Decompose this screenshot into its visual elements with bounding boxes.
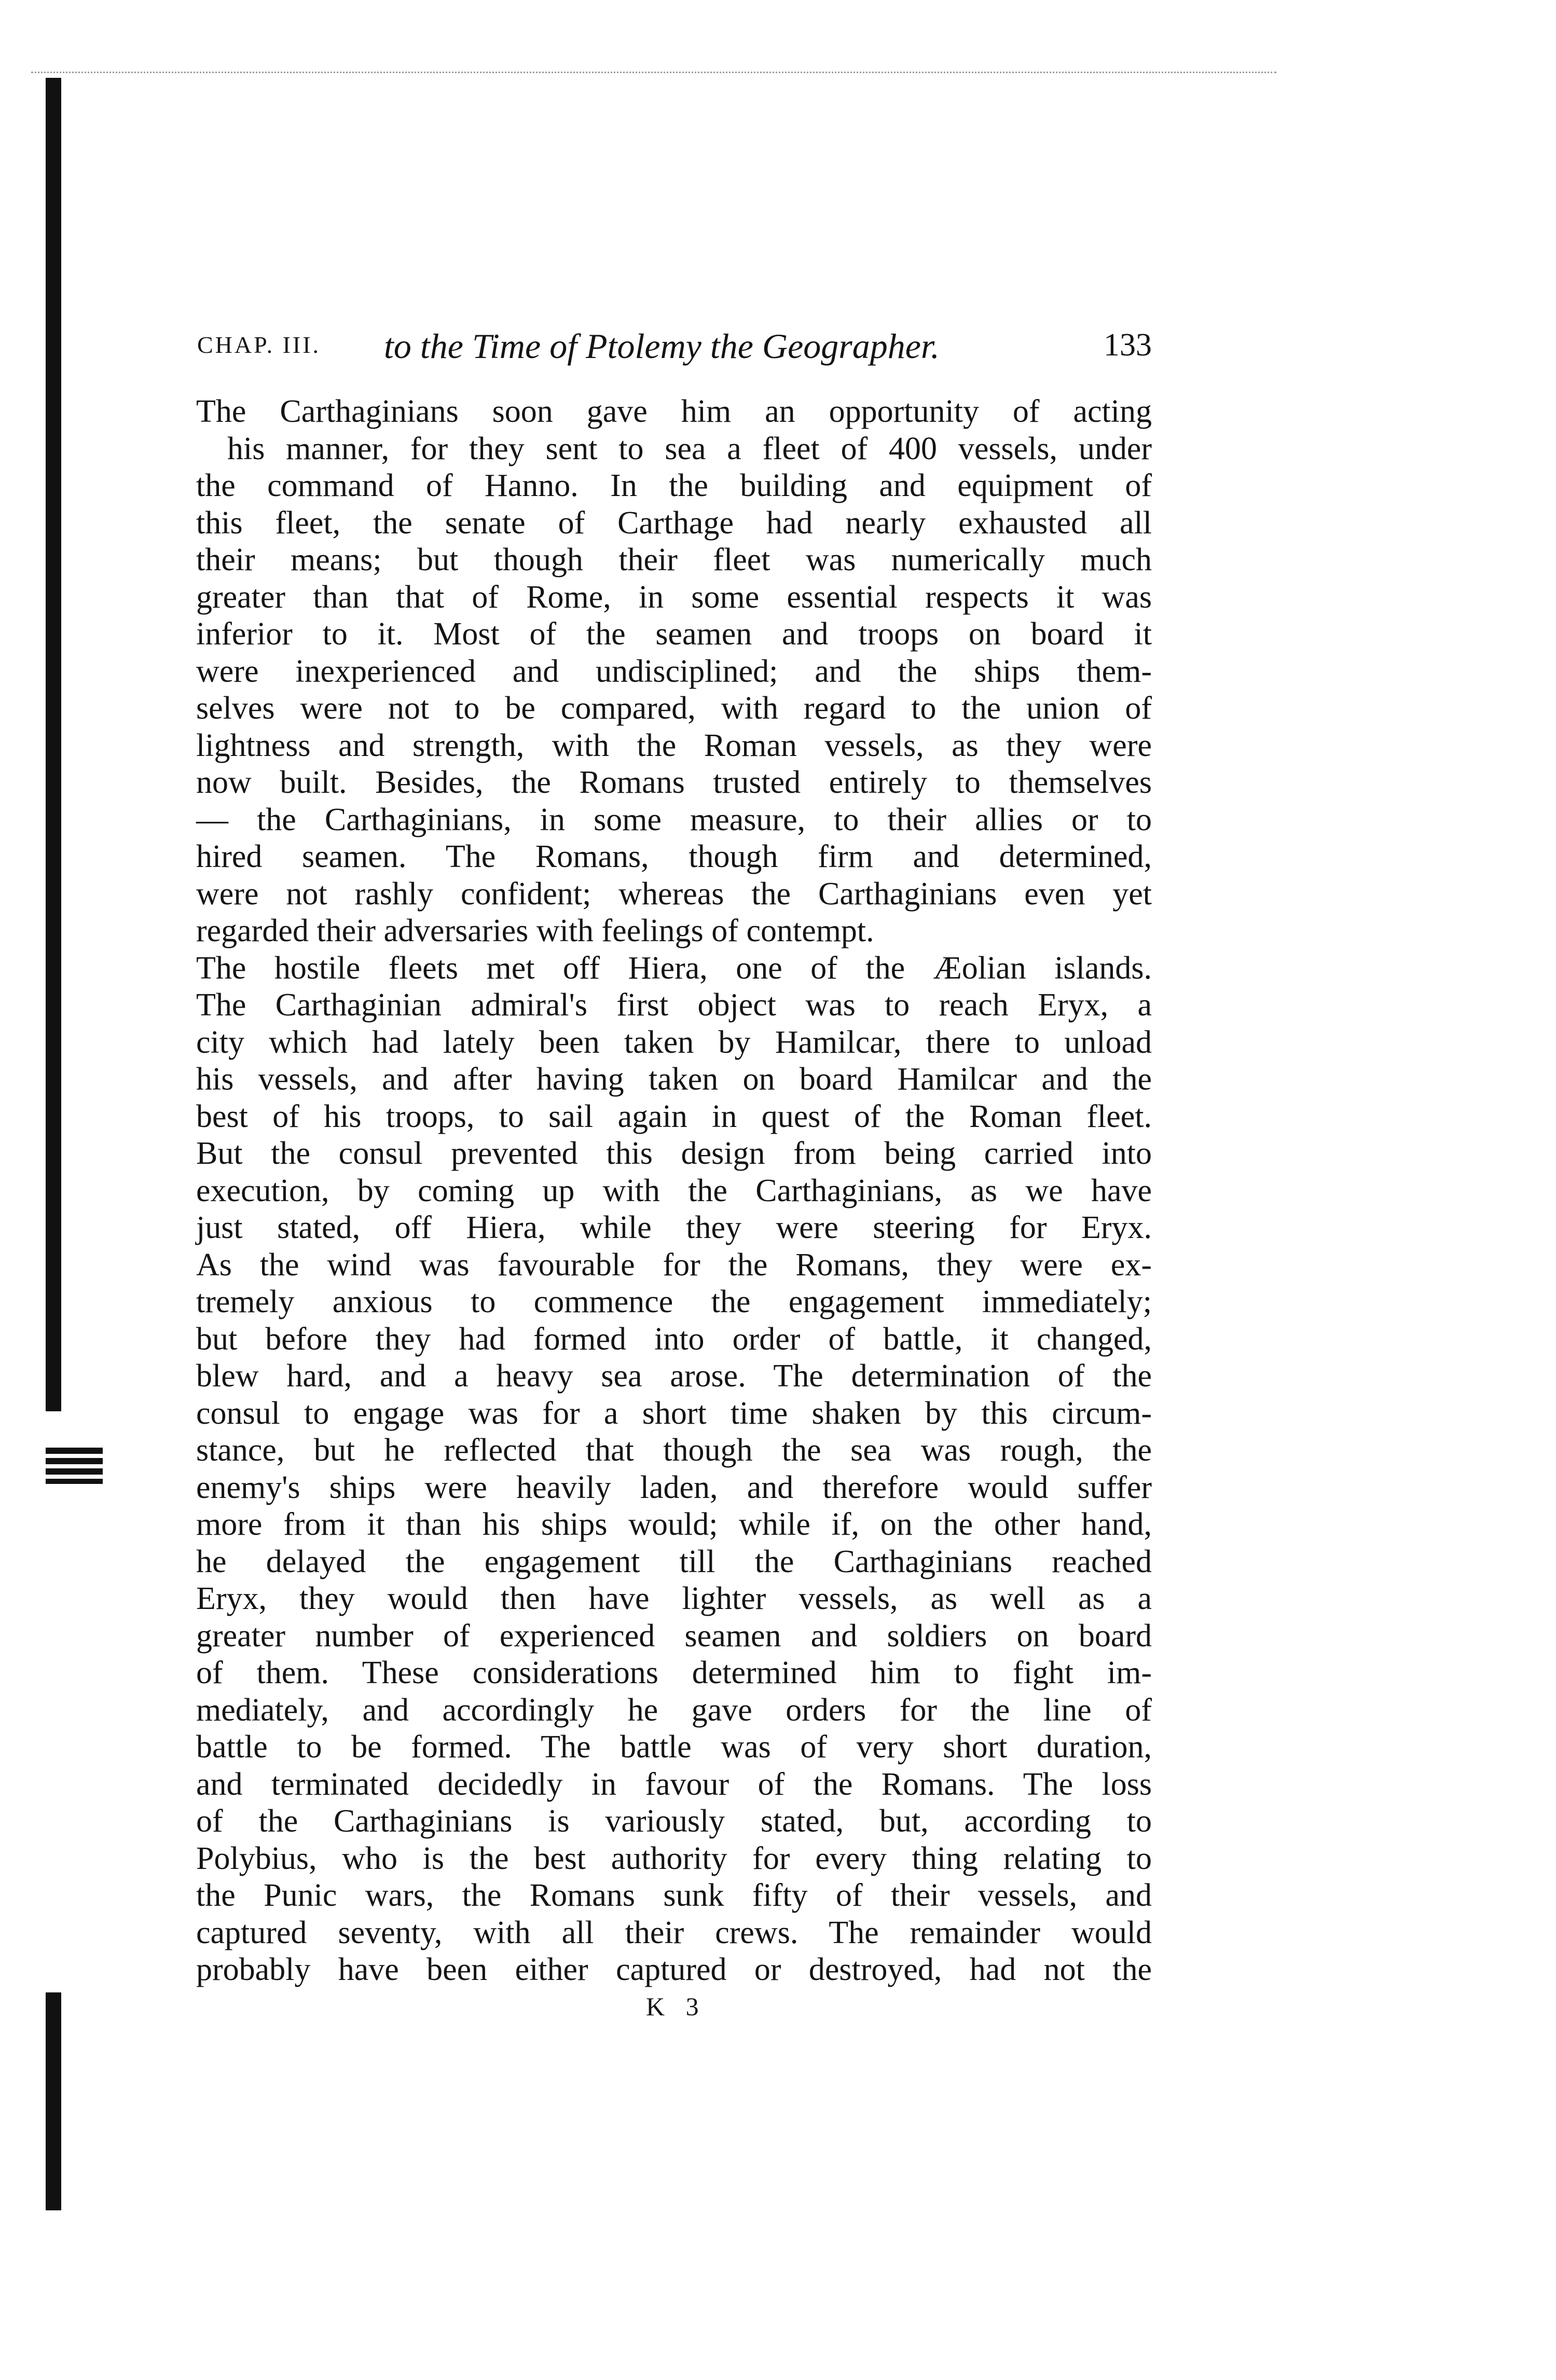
text-line: enemy's ships were heavily laden, and therefore would suffer: [196, 1469, 1152, 1505]
text-line: of them. These considerations determined him to fight im-: [196, 1655, 1152, 1690]
text-line: this fleet, the senate of Carthage had nearly exhausted all: [196, 505, 1152, 541]
text-line: The Carthaginian admiral's first object was to reach Eryx, a: [196, 987, 1152, 1023]
running-title: to the Time of Ptolemy the Geographer.: [384, 326, 940, 366]
text-line: his vessels, and after having taken on board Hamilcar and the: [196, 1062, 1152, 1097]
text-line: selves were not to be compared, with regard to the union of: [196, 691, 1152, 726]
text-line: lightness and strength, with the Roman vessels, as they were: [196, 727, 1152, 763]
text-line: the Punic wars, the Romans sunk fifty of their vessels, and: [196, 1878, 1152, 1913]
text-line: captured seventy, with all their crews. The remainder would: [196, 1915, 1152, 1950]
text-line: regarded their adversaries with feelings of contempt.: [196, 913, 874, 948]
text-line: were inexperienced and undisciplined; and the ships them-: [196, 653, 1152, 689]
text-line: But the consul prevented this design from being carried into: [196, 1136, 1152, 1171]
running-head: [197, 326, 1152, 367]
text-line: now built. Besides, the Romans trusted entirely to themselves: [196, 765, 1152, 800]
text-line: The Carthaginians soon gave him an opportunity of acting: [196, 394, 1152, 429]
text-line: but before they had formed into order of battle, it changed,: [196, 1321, 1152, 1357]
text-line: — the Carthaginians, in some measure, to their allies or to: [196, 802, 1152, 837]
binding-shadow: [46, 78, 61, 1411]
text-line: the command of Hanno. In the building and equipment of: [196, 468, 1152, 503]
text-line: Eryx, they would then have lighter vessels, as well as a: [196, 1581, 1152, 1616]
text-line: and terminated decidedly in favour of the Romans. The loss: [196, 1766, 1152, 1802]
text-line: Polybius, who is the best authority for every thing relating to: [196, 1840, 1152, 1876]
text-line: he delayed the engagement till the Carthaginians reached: [196, 1544, 1152, 1579]
text-line: stance, but he reflected that though the sea was rough, the: [196, 1433, 1152, 1468]
text-line: city which had lately been taken by Hamilcar, there to unload: [196, 1024, 1152, 1060]
text-line: were not rashly confident; whereas the Carthaginians even yet: [196, 876, 1152, 912]
page-number: 133: [1104, 327, 1152, 363]
text-line: of the Carthaginians is variously stated, but, according to: [196, 1804, 1152, 1839]
text-line: The hostile fleets met off Hiera, one of the Æolian islands.: [196, 950, 1152, 986]
text-line: greater number of experienced seamen and soldiers on board: [196, 1618, 1152, 1654]
text-line: just stated, off Hiera, while they were steering for Eryx.: [196, 1210, 1152, 1245]
text-line: his manner, for they sent to sea a fleet of 400 vessels, under: [227, 431, 1152, 466]
chapter-label: CHAP. III.: [197, 332, 321, 358]
text-line: consul to engage was for a short time shaken by this circum-: [196, 1395, 1152, 1431]
text-line: more from it than his ships would; while if, on the other hand,: [196, 1507, 1152, 1542]
text-line: their means; but though their fleet was numerically much: [196, 542, 1152, 577]
text-line: probably have been either captured or destroyed, had not the: [196, 1952, 1152, 1987]
binding-mark: [46, 1448, 103, 1484]
text-line: hired seamen. The Romans, though firm and determined,: [196, 839, 1152, 874]
text-line: greater than that of Rome, in some essential respects it was: [196, 579, 1152, 615]
text-line: mediately, and accordingly he gave orders for the line of: [196, 1692, 1152, 1728]
text-line: battle to be formed. The battle was of very short duration,: [196, 1729, 1152, 1765]
body-text: [196, 393, 1152, 1989]
text-line: As the wind was favourable for the Romans, they were ex-: [196, 1247, 1152, 1283]
binding-shadow-lower: [46, 1992, 61, 2210]
text-line: best of his troops, to sail again in quest of the Roman fleet.: [196, 1098, 1152, 1134]
text-line: execution, by coming up with the Carthaginians, as we have: [196, 1173, 1152, 1208]
text-line: tremely anxious to commence the engagement immediately;: [196, 1284, 1152, 1319]
text-line: inferior to it. Most of the seamen and troops on board it: [196, 616, 1152, 652]
signature-mark: K 3: [646, 1992, 706, 2021]
text-line: blew hard, and a heavy sea arose. The determination of the: [196, 1358, 1152, 1394]
page-edge-rule: [31, 72, 1276, 73]
